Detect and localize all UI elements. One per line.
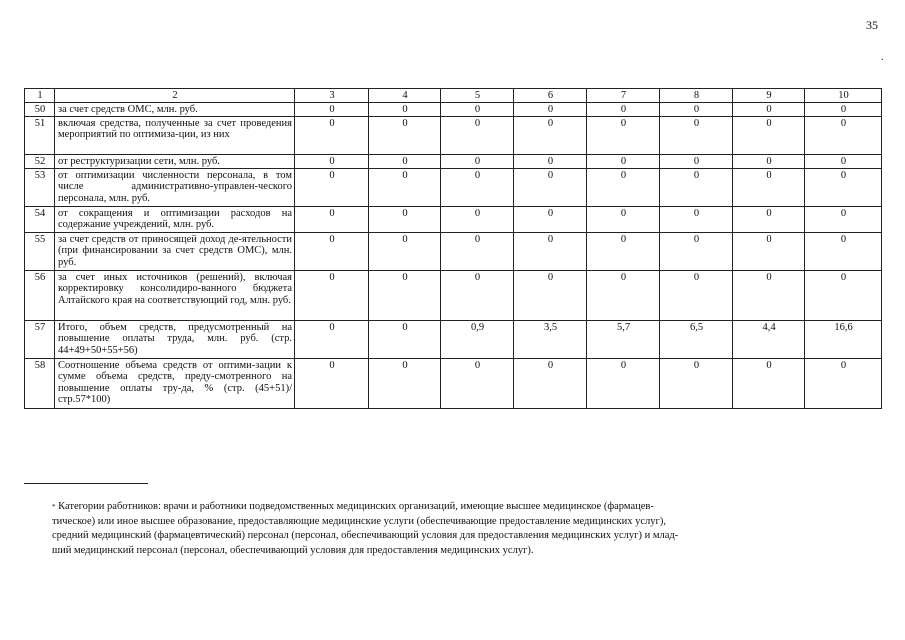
- row-value: 0: [295, 206, 369, 232]
- row-value: 0: [733, 103, 805, 117]
- row-number: 51: [25, 116, 55, 154]
- row-value: 0: [805, 103, 882, 117]
- row-value: 0: [805, 270, 882, 320]
- row-description: от сокращения и оптимизации расходов на содержание учреждений, млн. руб.: [55, 206, 295, 232]
- row-value: 0: [369, 116, 441, 154]
- row-value: 0: [295, 320, 369, 358]
- page-number: 35: [866, 18, 878, 32]
- row-value: 0: [805, 154, 882, 168]
- row-value: 0: [587, 116, 660, 154]
- row-value: 0: [587, 154, 660, 168]
- row-number: 50: [25, 103, 55, 117]
- row-value: 0: [587, 206, 660, 232]
- column-header: 10: [805, 89, 882, 103]
- row-value: 0: [805, 116, 882, 154]
- row-value: 0: [295, 358, 369, 408]
- row-value: 0: [733, 270, 805, 320]
- row-number: 53: [25, 168, 55, 206]
- row-value: 0: [369, 358, 441, 408]
- row-value: 0,9: [441, 320, 514, 358]
- row-value: 0: [587, 232, 660, 270]
- row-value: 0: [733, 358, 805, 408]
- row-value: 0: [514, 103, 587, 117]
- row-value: 0: [369, 168, 441, 206]
- row-value: 0: [587, 358, 660, 408]
- column-header: 2: [55, 89, 295, 103]
- table-row: [25, 206, 882, 232]
- row-value: 0: [295, 270, 369, 320]
- table-row: [25, 154, 882, 168]
- row-value: 0: [441, 154, 514, 168]
- row-description: за счет иных источников (решений), включая корректировку консолидиро-ванного бюджета Алтайского края на соответствующий год, млн. руб.: [55, 270, 295, 320]
- row-value: 0: [805, 206, 882, 232]
- row-value: 0: [660, 154, 733, 168]
- data-table: [24, 88, 882, 409]
- column-header: 5: [441, 89, 514, 103]
- row-value: 0: [514, 206, 587, 232]
- row-value: 0: [660, 270, 733, 320]
- row-value: 0: [587, 168, 660, 206]
- row-value: 0: [441, 270, 514, 320]
- row-value: 0: [587, 103, 660, 117]
- row-value: 0: [660, 103, 733, 117]
- row-value: 0: [295, 168, 369, 206]
- row-value: 5,7: [587, 320, 660, 358]
- table-row: [25, 232, 882, 270]
- row-value: 0: [441, 168, 514, 206]
- footnote: [52, 500, 852, 558]
- row-value: 0: [369, 206, 441, 232]
- row-value: 0: [369, 270, 441, 320]
- column-header: 9: [733, 89, 805, 103]
- row-value: 0: [441, 103, 514, 117]
- table-row: [25, 168, 882, 206]
- row-description: от реструктуризации сети, млн. руб.: [55, 154, 295, 168]
- row-value: 4,4: [733, 320, 805, 358]
- column-header: 3: [295, 89, 369, 103]
- row-description: включая средства, полученные за счет проведения мероприятий по оптимиза-ции, из них: [55, 116, 295, 154]
- row-value: 0: [295, 232, 369, 270]
- row-number: 55: [25, 232, 55, 270]
- row-value: 3,5: [514, 320, 587, 358]
- table-header-row: [25, 89, 882, 103]
- row-number: 52: [25, 154, 55, 168]
- footnote-line: средний медицинский (фармацевтический) персонал (персонал, обеспечивающий условия для предоставления медицинских услуг) и млад-: [52, 530, 679, 541]
- footnote-line: тическое) или иное высшее образование, предоставляющие медицинские услуги (обеспечивающие предоставление медицинских услуг),: [52, 515, 666, 527]
- row-value: 0: [733, 232, 805, 270]
- column-header: 6: [514, 89, 587, 103]
- column-header: 8: [660, 89, 733, 103]
- row-value: 0: [805, 358, 882, 408]
- row-value: 0: [441, 116, 514, 154]
- footnote-marker: *: [52, 503, 56, 511]
- row-value: 0: [514, 168, 587, 206]
- row-description: Итого, объем средств, предусмотренный на повышение оплаты труда, млн. руб. (стр. 44+49+50+55+56): [55, 320, 295, 358]
- row-value: 0: [295, 116, 369, 154]
- row-value: 16,6: [805, 320, 882, 358]
- row-description: за счет средств ОМС, млн. руб.: [55, 103, 295, 117]
- row-value: 0: [660, 168, 733, 206]
- row-value: 0: [369, 232, 441, 270]
- row-value: 0: [733, 154, 805, 168]
- row-value: 0: [369, 154, 441, 168]
- row-value: 0: [733, 168, 805, 206]
- table-row: [25, 103, 882, 117]
- footnote-line: ший медицинский персонал (персонал, обеспечивающий условия для предоставления медицинских услуг).: [52, 544, 534, 556]
- row-description: от оптимизации численности персонала, в том числе административно-управлен-ческого персонала, млн. руб.: [55, 168, 295, 206]
- column-header: 4: [369, 89, 441, 103]
- row-value: 0: [514, 116, 587, 154]
- column-header: 7: [587, 89, 660, 103]
- row-value: 0: [441, 358, 514, 408]
- row-value: 0: [514, 270, 587, 320]
- row-value: 0: [660, 232, 733, 270]
- row-value: 0: [514, 232, 587, 270]
- row-value: 0: [369, 320, 441, 358]
- column-header: 1: [25, 89, 55, 103]
- page-dot: .: [881, 52, 884, 63]
- table-row: [25, 320, 882, 358]
- footnote-line: * Категории работников: врачи и работники подведомственных медицинских организаций, имеющие высшее медицинское (фармацев-: [52, 501, 654, 512]
- row-value: 0: [660, 206, 733, 232]
- row-value: 0: [660, 358, 733, 408]
- table-row: [25, 270, 882, 320]
- row-value: 0: [441, 232, 514, 270]
- row-value: 0: [295, 154, 369, 168]
- row-number: 54: [25, 206, 55, 232]
- footnote-divider: [24, 483, 148, 484]
- row-value: 0: [805, 232, 882, 270]
- row-number: 56: [25, 270, 55, 320]
- row-value: 0: [514, 358, 587, 408]
- row-number: 57: [25, 320, 55, 358]
- row-value: 0: [369, 103, 441, 117]
- row-value: 0: [805, 168, 882, 206]
- row-value: 0: [514, 154, 587, 168]
- row-value: 0: [441, 206, 514, 232]
- row-description: за счет средств от приносящей доход де-ятельности (при финансировании за счет средств ОМС), млн. руб.: [55, 232, 295, 270]
- table-row: [25, 116, 882, 154]
- row-value: 0: [295, 103, 369, 117]
- row-value: 0: [733, 116, 805, 154]
- row-description: Соотношение объема средств от оптими-зации к сумме объема средств, преду-смотренного на повышение оплаты тру-да, % (стр. (45+51)/стр.57*100): [55, 358, 295, 408]
- row-number: 58: [25, 358, 55, 408]
- table-row: [25, 358, 882, 408]
- row-value: 0: [660, 116, 733, 154]
- row-value: 0: [733, 206, 805, 232]
- row-value: 6,5: [660, 320, 733, 358]
- row-value: 0: [587, 270, 660, 320]
